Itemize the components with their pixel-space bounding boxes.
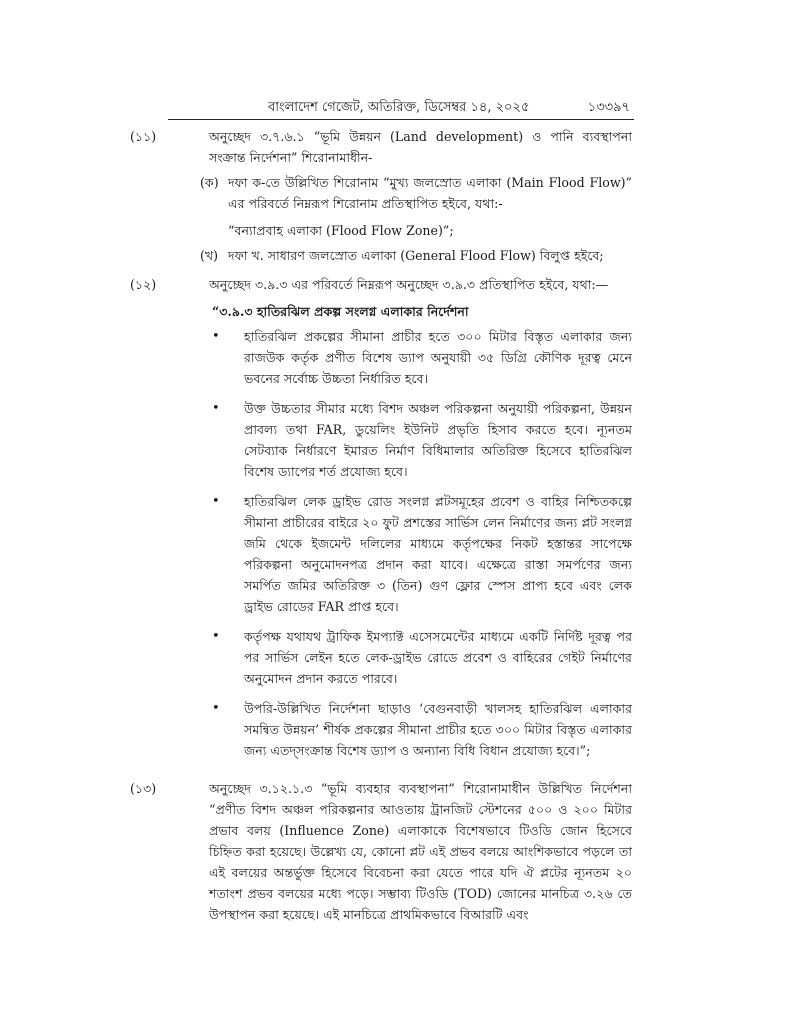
- section-heading: “৩.৯.৩ হাতিরঝিল প্রকল্প সংলগ্ন এলাকার নির্দেশনা: [212, 304, 469, 319]
- replacement-heading-quote: “বন্যাপ্রবাহ এলাকা (Flood Flow Zone)”;: [228, 223, 454, 238]
- clause-text: দফা ক-তে উল্লিখিত শিরোনাম “মুখ্য জলস্রোত এলাকা (Main Flood Flow)” এর পরিবর্তে নিম্নরূপ শিরোনাম প্রতিস্থাপিত হইবে, যথা:-: [228, 175, 632, 211]
- paragraph-text: অনুচ্ছেদ ৩.৯.৩ এর পরিবর্তে নিম্নরূপ অনুচ্ছেদ ৩.৯.৩ প্রতিস্থাপিত হইবে, যথা:—: [209, 277, 609, 292]
- list-item-text: হাতিরঝিল লেক ড্রাইভ রোড সংলগ্ন প্লটসমূহের প্রবেশ ও বাহির নিশ্চিতকল্পে সীমানা প্রাচীরের বাইরে ২০ ফুট প্রশস্তের সার্ভিস লেন নির্মাণের জন্য প্লট সংলগ্ন জমি থেকে ইজমেন্ট দলিলের মাধ্যমে কর্তৃপক্ষের নিকট হস্তান্তর সাপেক্ষে পরিকল্পনা অনুমোদনপত্র প্রদান করা যাবে। এক্ষেত্রে রাস্তা সমর্পণের জন্য সমর্পিত জমির অতিরিক্ত ৩ (তিন) গুণ ফ্লোর স্পেস প্রাপ্য হবে এবং লেক ড্রাইভ রোডের FAR প্রাপ্ত হবে।: [244, 494, 632, 614]
- paragraph-text: অনুচ্ছেদ ৩.১২.১.৩ “ভূমি ব্যবহার ব্যবস্থাপনা” শিরোনামাধীন উল্লিখিত নির্দেশনা “প্রণীত বিশদ অঞ্চল পরিকল্পনার আওতায় ট্রানজিট স্টেশনের ৫০০ ও ২০০ মিটার প্রভাব বলয় (Influence Zone) এলাকাকে বিশেষভাবে টিওডি জোন হিসেবে চিহ্নিত করা হয়েছে। উল্লেখ্য যে, কোনো প্লট এই প্রভব বলয়ে আংশিকভাবে পড়লে তা এই বলয়ের অন্তর্ভুক্ত হিসেবে বিবেচনা করা যেতে পারে যদি ঐ প্লটের ন্যূনতম ২০ শতাংশ প্রভব বলয়ের মধ্যে পড়ে। সম্ভাব্য টিওডি (TOD) জোনের মানচিত্র ৩.২৬ তে উপস্থাপন করা হয়েছে। এই মানচিত্রে প্রাথমিকভাবে বিআরটি এবং: [209, 781, 632, 922]
- paragraph-12: [130, 274, 632, 295]
- bullet-icon: •: [212, 701, 220, 716]
- bullet-icon: •: [212, 329, 220, 344]
- list-item-text: উক্ত উচ্চতার সীমার মধ্যে বিশদ অঞ্চল পরিকল্পনা অনুযায়ী পরিকল্পনা, উন্নয়ন প্রাবল্য তথা FAR, ডুয়েলিং ইউনিট প্রভৃতি হিসাব করতে হবে। ন্যূনতম সেটব্যাক নির্ধারণে ইমারত নির্মাণ বিধিমালার অতিরিক্ত হিসেবে হাতিরঝিল বিশেষ ড্যাপের শর্ত প্রযোজ্য হবে।: [244, 401, 632, 479]
- clause-label: (ক): [200, 175, 219, 190]
- list-item: [166, 626, 632, 689]
- bullet-list: [166, 326, 632, 761]
- page-content: [130, 126, 632, 925]
- paragraph-number: (১৩): [130, 781, 157, 796]
- clause-ka: [166, 172, 632, 214]
- page-header: [168, 95, 634, 120]
- paragraph-13: [130, 778, 632, 925]
- bullet-icon: •: [212, 494, 220, 509]
- clause-kha: [166, 245, 632, 266]
- paragraph-number: (১১): [130, 129, 157, 144]
- list-item: [166, 698, 632, 761]
- paragraph-text: অনুচ্ছেদ ৩.৭.৬.১ “ভূমি উন্নয়ন (Land development) ও পানি ব্যবস্থাপনা সংক্রান্ত নির্দেশনা” শিরোনামাধীন-: [209, 129, 632, 165]
- list-item: [166, 398, 632, 482]
- list-item: [166, 491, 632, 617]
- list-item-text: কর্তৃপক্ষ যথাযথ ট্রাফিক ইমপ্যাক্ট এসেসমেন্টের মাধ্যমে একটি নির্দিষ্ট দূরত্ব পর পর সার্ভিস লেইন হতে লেক-ড্রাইভ রোডে প্রবেশ ও বাহিরের গেইট নির্মাণের অনুমোদন প্রদান করতে পারবে।: [244, 629, 632, 686]
- paragraph-number: (১২): [130, 277, 157, 292]
- list-item-text: হাতিরঝিল প্রকল্পের সীমানা প্রাচীর হতে ৩০০ মিটার বিস্তৃত এলাকার জন্য রাজউক কর্তৃক প্রণীত বিশেষ ড্যাপ অনুযায়ী ৩৫ ডিগ্রি কৌণিক দূরত্ব মেনে ভবনের সর্বোচ্চ উচ্চতা নির্ধারিত হবে।: [244, 329, 632, 386]
- page-number: ১৩৩৯৭: [587, 100, 630, 115]
- clause-text: দফা খ. সাধারণ জলস্রোত এলাকা (General Flood Flow) বিলুপ্ত হইবে;: [228, 248, 604, 263]
- paragraph-11: [130, 126, 632, 168]
- list-item-text: উপরি-উল্লিখিত নির্দেশনা ছাড়াও ‘বেগুনবাড়ী খালসহ হাতিরঝিল এলাকার সমন্বিত উন্নয়ন’ শীর্ষক প্রকল্পের সীমানা প্রাচীর হতে ৩০০ মিটার বিস্তৃত এলাকার জন্য এতদ্‌সংক্রান্ত বিশেষ ড্যাপ ও অন্যান্য বিধি বিধান প্রযোজ্য হবে।”;: [244, 701, 632, 758]
- bullet-icon: •: [212, 401, 220, 416]
- clause-label: (খ): [200, 248, 219, 263]
- bullet-icon: •: [212, 629, 220, 644]
- list-item: [166, 326, 632, 389]
- gazette-title: বাংলাদেশ গেজেট, অতিরিক্ত, ডিসেম্বর ১৪, ২০২৫: [268, 100, 530, 115]
